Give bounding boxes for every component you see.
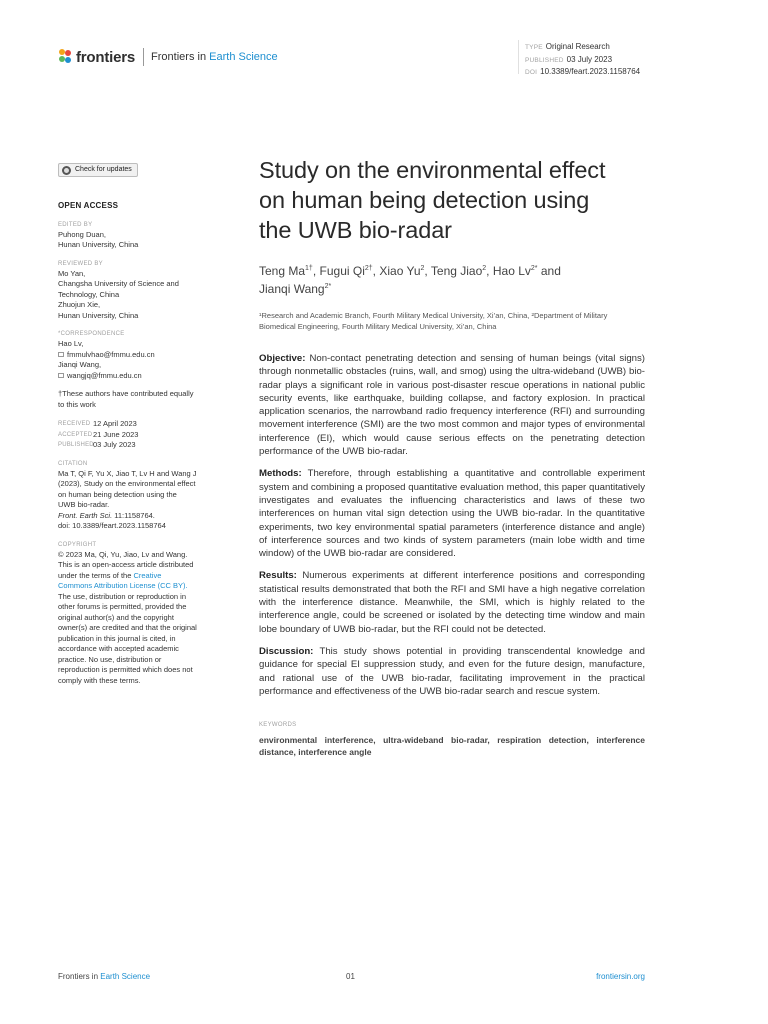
author-name[interactable]: Teng Jiao [430,264,483,278]
citation-line: (2023), Study on the environmental effect [58,479,196,488]
author-affil-marker: 2† [364,265,373,272]
footer-journal-prefix: Frontiers in [58,972,99,981]
copyright-line [58,571,244,582]
abstract-section-label: Results: [259,570,297,582]
author-affil-marker: 1† [305,265,313,272]
reviewer-line: Hunan University, China [58,310,139,320]
abstract-methods [259,467,645,560]
author-affil-marker: 2* [530,265,538,272]
received-row [58,419,244,430]
copyright-line: reproduction is permitted which does not [58,665,193,674]
copyright-line: other forums is permitted, provided the [58,602,187,611]
copyright-line: This is an open-access article distributed [58,560,194,569]
accepted-row [58,430,244,441]
author-separator: , [486,264,490,278]
affiliations: ¹Research and Academic Branch, Fourth Military Medical University, Xi’an, China, ²Department of Military Biomedical Engineering, Fourth Military Medical University, Xi’an, China [259,311,608,331]
citation-line: on human being detection using the [58,489,177,499]
author-separator: , [312,264,317,278]
author-separator: , [372,264,377,278]
copyright-line: owner(s) are credited and that the original [58,623,197,632]
editor-line: Hunan University, China [58,240,139,249]
citation-doi[interactable]: doi: 10.3389/feart.2023.1158764 [58,521,166,530]
license-link[interactable]: Creative [133,570,162,580]
corr-email[interactable]: wangjq@fmmu.edu.cn [67,370,142,380]
abstract-section-text: Therefore, through establishing a quantitative and controllable experiment system and combining a proposed quantitative evaluation method, this paper quantitatively investigates and evaluates the influencing characteristics and laws of these two interferences on human vital sign detection using the UWB bio-radar. In the quantitative experiments, two key environmental spatial parameters (interference distance and angle) of interference sources and two kinds of system parameters (main lobe width and time window) of the UWB bio-radar are considered. [259,468,645,560]
reviewed-by-label: REVIEWED BY [58,260,103,267]
published-row [58,440,244,451]
author-name[interactable]: Hao Lv [492,264,531,278]
article-meta [525,41,640,79]
frontiers-logo[interactable] [58,48,278,66]
abstract-section-text: This study shows potential in providing transcendental knowledge and guidance for special EI suppression study, and even for the future design, manufacture, and rational use of the UWB bio-radar, facilitating improvement in the practical performance and effectiveness of the UWB bio-radar search and rescue system. [259,645,645,697]
citation-line: Ma T, Qi F, Yu X, Jiao T, Lv H and Wang J [58,468,197,478]
open-access-label: OPEN ACCESS [58,201,119,210]
correspondence-label: *CORRESPONDENCE [58,331,125,337]
copyright-line: publication in this journal is cited, in [58,633,176,643]
title-line: Study on the environmental effect [259,157,606,183]
check-updates-icon [62,166,71,175]
reviewed-by [58,269,244,322]
abstract-section-text: Numerous experiments at different interference positions and corresponding statistical results demonstrated that both the RFI and SMI have a high negative correlation with the interference distance. Meanwhile, the SMI, which is highly related to the interference angle, could be screened or isolated by the detecting time window and main lobe boundary of UWB bio-radar, but the RFI could not be detected. [259,570,645,635]
article-sidebar [58,163,244,686]
copyright-line: practice. No use, distribution or [58,654,162,664]
copyright-line: The use, distribution or reproduction in [58,591,186,601]
author-name[interactable]: Xiao Yu [379,264,421,278]
citation-line: UWB bio-radar. [58,500,110,509]
published-label: PUBLISHED [525,56,564,64]
doi-label: DOI [525,69,538,76]
edited-by-label: EDITED BY [58,221,93,228]
doi-value[interactable]: 10.3389/feart.2023.1158764 [540,67,641,76]
abstract-section-label: Objective: [259,353,306,364]
abstract-discussion [259,645,645,698]
citation [58,469,244,532]
journal-prefix: Frontiers in [151,51,207,63]
author-name[interactable]: Teng Ma [259,264,306,278]
abstract-section-text: Non-contact penetrating detection and sensing of human beings (vital signs) through nonmetallic obstacles (ruins, wall, and smog) using the ultra-wideband (UWB) bio-radar plays a significant role in various post-disaster rescue operations in national public security events, like earthquake, building collapse, and factory explosion. In practical application scenarios, the narrowband radio frequency interference (RFI) and surrounding movement interference (SMI) are the two most common and major types of environmental interference (EI), which would cause serious effects on the penetrating detection performance of the UWB bio-radar. [259,353,645,458]
copyright-line: original author(s) and the copyright [58,612,174,622]
meta-divider [518,40,519,74]
equal-contribution-note [58,389,244,410]
author-separator: , [424,264,428,278]
abstract-section-label: Methods: [259,468,302,480]
corr-email-row[interactable] [58,350,244,361]
note-line: to this work [58,399,96,409]
copyright-line: comply with these terms. [58,675,141,685]
dates [58,419,244,451]
citation-label: CITATION [58,460,88,467]
edited-by [58,230,244,251]
journal-accent: Earth Science [209,51,278,63]
copyright [58,550,244,687]
journal-name [151,51,278,63]
reviewer-line: Zhuojun Xie, [58,300,101,309]
author-list [259,262,645,298]
mail-icon [58,373,64,378]
check-updates-button[interactable] [58,163,138,177]
published-date: 03 July 2023 [93,440,136,449]
corr-name: Hao Lv, [58,339,84,348]
correspondence [58,339,244,381]
reviewer-line: Changsha University of Science and [58,279,179,288]
published-label: PUBLISHED [58,442,94,448]
logo-divider [143,48,144,66]
accepted-label: ACCEPTED [58,431,93,438]
check-updates-label: Check for updates [75,165,132,173]
reviewer-line: Technology, China [58,289,120,299]
accepted-date: 21 June 2023 [93,429,139,439]
article-main [259,155,645,758]
article-title [259,155,645,245]
copyright-terms: under the terms of the [58,570,132,580]
note-line: †These authors have contributed equally [58,389,194,398]
frontiers-logo-icon [58,48,72,66]
mail-icon [58,352,64,357]
editor-line: Puhong Duan, [58,229,106,239]
author-affil-marker: 2* [324,283,332,290]
corr-email-row[interactable] [58,371,244,382]
author-affil-marker: 2 [420,265,425,272]
received-date: 12 April 2023 [93,419,137,428]
received-label: RECEIVED [58,421,91,427]
keywords-label: KEYWORDS [259,722,297,729]
title-line: the UWB bio-radar [259,217,452,243]
logo-wordmark: frontiers [76,48,136,66]
published-value: 03 July 2023 [566,54,613,64]
page-number: 01 [346,972,355,981]
type-value: Original Research [545,42,610,51]
abstract-objective [259,352,645,458]
type-label: TYPE [525,44,543,51]
corr-email[interactable]: fmmulvhao@fmmu.edu.cn [67,349,155,359]
copyright-line: accordance with accepted academic [58,644,179,653]
copyright-line: © 2023 Ma, Qi, Yu, Jiao, Lv and Wang. [58,549,188,559]
footer-journal [58,972,150,981]
reviewer-line: Mo Yan, [58,268,86,278]
author-affil-marker: 2 [482,265,487,272]
keywords: environmental interference, ultra-wideband bio-radar, respiration detection, interference distance, interference angle [259,735,645,758]
author-name[interactable]: Jianqi Wang [259,282,325,296]
abstract [259,352,645,698]
title-line: on human being detection using [259,187,590,213]
abstract-section-label: Discussion: [259,645,314,657]
footer-journal-accent: Earth Science [100,972,151,981]
author-and: and [540,264,561,278]
author-name[interactable]: Fugui Qi [319,264,365,278]
citation-journal-line [58,511,244,522]
copyright-label: COPYRIGHT [58,541,97,548]
license-link[interactable]: Commons Attribution License (CC BY). [58,581,188,590]
citation-volume: 11:1158764. [112,510,155,520]
citation-journal: Front. Earth Sci. [58,510,113,520]
abstract-results [259,569,645,635]
corr-name: Jianqi Wang, [58,360,102,369]
footer-site-link[interactable]: frontiersin.org [596,972,645,981]
